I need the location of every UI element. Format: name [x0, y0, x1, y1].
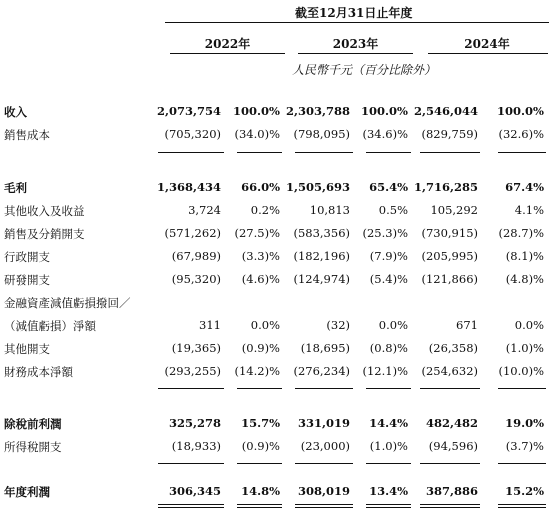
pct-2023: 14.4%: [369, 416, 408, 430]
row-label: 其他收入及收益: [4, 204, 85, 218]
subtotal-rule-2023-pct: [366, 388, 411, 389]
value-2024: 105,292: [430, 203, 478, 217]
value-2022: (293,255): [164, 364, 221, 378]
pct-2023: (34.6)%: [362, 127, 408, 141]
row-label: 研發開支: [4, 273, 50, 287]
value-2022: 3,724: [188, 203, 221, 217]
value-2024: (730,915): [421, 226, 478, 240]
year-2022-header: 2022年: [204, 37, 251, 51]
row-label: 所得稅開支: [4, 440, 62, 454]
pct-2023: 65.4%: [369, 180, 408, 194]
subtotal-rule-2023-amount: [295, 388, 353, 389]
total-double-rule-2022-pct: [237, 504, 282, 505]
pct-2022: 14.8%: [241, 484, 280, 498]
value-2022: (67,989): [171, 249, 221, 263]
subtotal-rule-2022-amount: [158, 388, 224, 389]
value-2024: 671: [456, 318, 478, 332]
value-2023: (32): [326, 318, 350, 332]
row-profit-before-tax: [0, 416, 550, 436]
subtotal-rule-2024-pct: [498, 463, 546, 464]
pct-2024: (28.7)%: [498, 226, 544, 240]
pct-2024: 4.1%: [514, 203, 544, 217]
pct-2022: (27.5)%: [234, 226, 280, 240]
pct-2024: 100.0%: [497, 104, 544, 118]
row-revenue: [0, 104, 550, 124]
total-double-rule-2024-amount: [420, 507, 480, 508]
row-label: 收入: [4, 105, 27, 119]
value-2023: (182,196): [293, 249, 350, 263]
period-rule: [165, 22, 549, 23]
pct-2022: 66.0%: [241, 180, 280, 194]
subtotal-rule-2023-pct: [366, 463, 411, 464]
value-2023: (583,356): [293, 226, 350, 240]
pct-2024: 0.0%: [514, 318, 544, 332]
total-double-rule-2024-pct: [498, 504, 546, 505]
total-double-rule-2023-amount: [295, 504, 353, 505]
subtotal-rule-2023-amount: [295, 152, 353, 153]
row-rnd-expenses: [0, 272, 550, 292]
value-2022: 306,345: [168, 484, 221, 498]
value-2023: 10,813: [309, 203, 350, 217]
row-label: 銷售及分銷開支: [4, 227, 85, 241]
row-finance-costs: [0, 364, 550, 384]
value-2023: (18,695): [300, 341, 350, 355]
row-label: 年度利潤: [4, 485, 50, 499]
pct-2022: (4.6)%: [241, 272, 280, 286]
value-2024: (254,632): [421, 364, 478, 378]
value-2022: 2,073,754: [156, 104, 221, 118]
year-2024-rule: [428, 53, 548, 54]
pct-2022: (34.0)%: [234, 127, 280, 141]
pct-2024: (32.6)%: [498, 127, 544, 141]
row-label: （減值虧損）淨額: [4, 319, 96, 333]
pct-2024: (10.0)%: [498, 364, 544, 378]
total-double-rule-2023-pct: [366, 504, 411, 505]
value-2022: (18,933): [171, 439, 221, 453]
total-double-rule-2022-pct: [237, 507, 282, 508]
pct-2022: 15.7%: [241, 416, 280, 430]
total-double-rule-2022-amount: [158, 507, 224, 508]
pct-2022: (14.2)%: [234, 364, 280, 378]
total-double-rule-2022-amount: [158, 504, 224, 505]
subtotal-rule-2022-amount: [158, 152, 224, 153]
row-other-income: [0, 203, 550, 223]
value-2024: 387,886: [425, 484, 478, 498]
pct-2024: (1.0)%: [505, 341, 544, 355]
pct-2022: (0.9)%: [241, 341, 280, 355]
value-2022: (571,262): [164, 226, 221, 240]
row-admin-expenses: [0, 249, 550, 269]
pct-2023: (1.0)%: [369, 439, 408, 453]
pct-2022: 100.0%: [233, 104, 280, 118]
value-2023: (798,095): [293, 127, 350, 141]
pct-2023: 13.4%: [369, 484, 408, 498]
year-2023-rule: [298, 53, 413, 54]
value-2024: 482,482: [425, 416, 478, 430]
pct-2022: (0.9)%: [241, 439, 280, 453]
pct-2022: 0.0%: [250, 318, 280, 332]
row-impairment-label-line1: [0, 295, 550, 315]
subtotal-rule-2022-pct: [237, 152, 282, 153]
pct-2024: 15.2%: [505, 484, 544, 498]
value-2023: (23,000): [300, 439, 350, 453]
value-2022: 1,368,434: [156, 180, 221, 194]
value-2023: (276,234): [293, 364, 350, 378]
pct-2024: 67.4%: [505, 180, 544, 194]
value-2024: (94,596): [428, 439, 478, 453]
pct-2024: (8.1)%: [505, 249, 544, 263]
subtotal-rule-2024-pct: [498, 152, 546, 153]
value-2022: (95,320): [171, 272, 221, 286]
total-double-rule-2024-amount: [420, 504, 480, 505]
value-2024: (829,759): [421, 127, 478, 141]
subtotal-rule-2023-pct: [366, 152, 411, 153]
row-cost-of-sales: [0, 127, 550, 147]
subtotal-rule-2024-amount: [420, 463, 480, 464]
pct-2023: 0.0%: [378, 318, 408, 332]
value-2023: 2,303,788: [285, 104, 350, 118]
pct-2024: (4.8)%: [505, 272, 544, 286]
row-label: 財務成本淨額: [4, 365, 73, 379]
pct-2024: (3.7)%: [505, 439, 544, 453]
year-2023-header: 2023年: [332, 37, 379, 51]
row-impairment: [0, 318, 550, 338]
subtotal-rule-2024-amount: [420, 388, 480, 389]
total-double-rule-2024-pct: [498, 507, 546, 508]
value-2022: 311: [199, 318, 221, 332]
subtotal-rule-2022-pct: [237, 463, 282, 464]
pct-2023: 100.0%: [361, 104, 408, 118]
total-double-rule-2023-amount: [295, 507, 353, 508]
value-2023: 308,019: [297, 484, 350, 498]
pct-2023: (7.9)%: [369, 249, 408, 263]
subtotal-rule-2022-pct: [237, 388, 282, 389]
value-2023: 1,505,693: [285, 180, 350, 194]
value-2024: (121,866): [421, 272, 478, 286]
pct-2023: (5.4)%: [369, 272, 408, 286]
year-2022-rule: [170, 53, 285, 54]
value-2022: (19,365): [171, 341, 221, 355]
currency-note: 人民幣千元（百分比除外）: [292, 63, 437, 77]
value-2022: 325,278: [168, 416, 221, 430]
total-double-rule-2023-pct: [366, 507, 411, 508]
row-selling-expenses: [0, 226, 550, 246]
value-2023: (124,974): [293, 272, 350, 286]
subtotal-rule-2022-amount: [158, 463, 224, 464]
row-label: 金融資產減值虧損撥回／: [4, 296, 131, 310]
row-label: 行政開支: [4, 250, 50, 264]
row-other-expenses: [0, 341, 550, 361]
row-income-tax: [0, 439, 550, 459]
pct-2022: (3.3)%: [241, 249, 280, 263]
pct-2023: (12.1)%: [362, 364, 408, 378]
value-2022: (705,320): [164, 127, 221, 141]
pct-2024: 19.0%: [505, 416, 544, 430]
value-2024: 2,546,044: [413, 104, 478, 118]
row-label: 除稅前利潤: [4, 417, 62, 431]
row-profit-for-year: [0, 484, 550, 504]
value-2024: (205,995): [421, 249, 478, 263]
row-label: 毛利: [4, 181, 27, 195]
value-2024: 1,716,285: [413, 180, 478, 194]
pct-2023: 0.5%: [378, 203, 408, 217]
pct-2022: 0.2%: [250, 203, 280, 217]
subtotal-rule-2023-amount: [295, 463, 353, 464]
row-label: 銷售成本: [4, 128, 50, 142]
year-2024-header: 2024年: [464, 37, 510, 51]
row-label: 其他開支: [4, 342, 50, 356]
pct-2023: (0.8)%: [369, 341, 408, 355]
row-gross-profit: [0, 180, 550, 200]
subtotal-rule-2024-amount: [420, 152, 480, 153]
value-2023: 331,019: [297, 416, 350, 430]
value-2024: (26,358): [428, 341, 478, 355]
subtotal-rule-2024-pct: [498, 388, 546, 389]
period-header: 截至12月31日止年度: [295, 6, 413, 20]
pct-2023: (25.3)%: [362, 226, 408, 240]
